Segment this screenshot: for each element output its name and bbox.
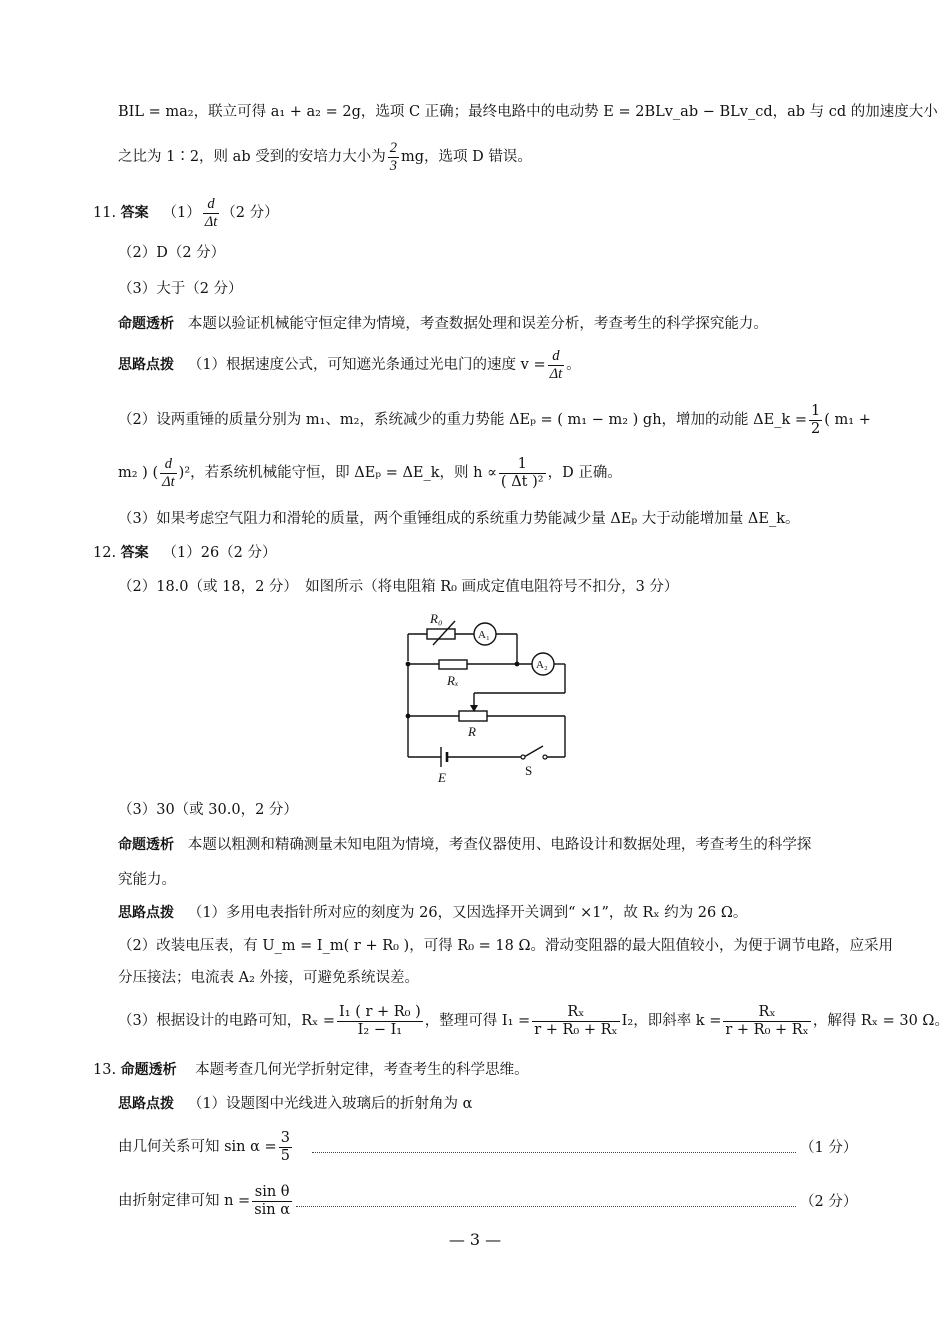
answer-label: 答案: [120, 545, 149, 561]
page-number: — 3 —: [448, 1230, 502, 1249]
text: （3）根据设计的电路可知，Rₓ =: [118, 1013, 336, 1030]
text: )²，若系统机械能守恒，即 ΔEₚ = ΔE_k，则 h ∝: [178, 465, 497, 482]
fraction: [337, 1004, 423, 1038]
q11-answer-3: （3）大于（2 分）: [118, 281, 243, 297]
fraction: [809, 403, 822, 437]
q13-equation-1: [118, 1130, 294, 1164]
hint-label: 思路点拨: [118, 905, 174, 921]
analysis-label: 命题透析: [118, 316, 174, 332]
fraction: [388, 140, 399, 174]
q12-analysis-2: 究能力。: [118, 872, 176, 888]
q12-hint-1: [118, 905, 747, 922]
denominator: Δt: [549, 365, 563, 382]
q12-answer-3: （3）30（或 30.0，2 分）: [118, 802, 298, 818]
text: （1）多用电表指针所对应的刻度为 26，又因选择开关调到“ ×1”，故 Rₓ 约为 26 Ω。: [187, 905, 748, 921]
text: 本题以粗测和精确测量未知电阻为情境，考查仪器使用、电路设计和数据处理，考查考生的科学探: [187, 837, 812, 853]
fraction: [160, 456, 177, 490]
numerator: 3: [280, 1130, 290, 1146]
q11-analysis: [118, 316, 768, 333]
fraction: [532, 1004, 619, 1038]
numerator: Rₓ: [532, 1004, 619, 1022]
label-r0: R₀: [430, 611, 443, 626]
q13-score-1: （1 分）: [800, 1140, 858, 1156]
denominator: sin α: [254, 1201, 291, 1218]
text: （1）根据速度公式，可知遮光条通过光电门的速度 v =: [187, 357, 546, 374]
label-a1: A₁: [478, 629, 490, 641]
denominator: 5: [280, 1147, 290, 1164]
question-13-header: [93, 1062, 529, 1079]
text: （1）26（2 分）: [162, 545, 277, 561]
numerator: 1: [499, 456, 546, 474]
q13-score-2: （2 分）: [800, 1194, 858, 1210]
text-line-1: BIL = ma₂，联立可得 a₁ + a₂ = 2g，选项 C 正确；最终电路中的电动势 E = 2BLv_ab − BLv_cd，ab 与 cd 的加速度大小: [118, 104, 938, 120]
junction-dot: [406, 662, 411, 667]
numerator: 1: [811, 403, 821, 419]
analysis-label: 命题透析: [118, 837, 174, 853]
leader-dots: [296, 1206, 796, 1207]
q13-hint: [118, 1096, 472, 1113]
label-e: E: [438, 770, 446, 785]
text: ，解得 Rₓ = 30 Ω。: [812, 1013, 949, 1030]
denominator: 2: [811, 420, 821, 437]
text: 由折射定律可知 n =: [118, 1193, 251, 1210]
label-s: S: [525, 763, 533, 778]
answer-label: 答案: [120, 205, 149, 222]
fraction: [203, 196, 220, 230]
text: 由几何关系可知 sin α =: [118, 1139, 277, 1156]
denominator: I₂ − I₁: [357, 1021, 403, 1038]
numerator: I₁ ( r + R₀ ): [339, 1004, 421, 1020]
text: （2 分）: [221, 205, 279, 222]
numerator: d: [160, 456, 177, 474]
q12-hint-2a: （2）改装电压表，有 U_m = I_m( r + R₀ )，可得 R₀ = 18 Ω。滑动变阻器的最大阻值较小，为便于调节电路，应采用: [118, 938, 893, 954]
text-line-2: [118, 140, 532, 174]
q11-hint: [118, 348, 581, 382]
circuit-diagram: [395, 605, 585, 785]
text: ( m₁ +: [824, 412, 871, 429]
question-number: 13.: [93, 1062, 117, 1078]
text: 本题以验证机械能守恒定律为情境，考查数据处理和误差分析，考查考生的科学探究能力。: [187, 316, 768, 332]
question-12-header: [93, 545, 277, 562]
q11-answer-2: （2）D（2 分）: [118, 245, 226, 261]
text: （2）设两重锤的质量分别为 m₁、m₂，系统减少的重力势能 ΔEₚ = ( m₁ − m₂ ) gh，增加的动能 ΔE_k =: [118, 412, 808, 429]
leader-dots: [312, 1152, 796, 1153]
numerator: d: [203, 196, 220, 214]
rheostat-r: [459, 711, 487, 721]
q13-equation-2: [118, 1184, 294, 1218]
question-number: 12.: [93, 545, 117, 561]
denominator: r + R₀ + Rₓ: [534, 1021, 618, 1038]
fraction: [723, 1004, 810, 1038]
question-number: 11.: [93, 205, 117, 222]
text: m₂ ) (: [118, 465, 159, 482]
numerator: Rₓ: [723, 1004, 810, 1022]
text: 。: [566, 357, 581, 374]
text: mg，选项 D 错误。: [400, 149, 532, 166]
switch-contact: [521, 755, 525, 759]
fraction: [499, 456, 546, 490]
label-a2: A₂: [536, 659, 548, 671]
numerator: 2: [389, 140, 397, 156]
text: I₂，即斜率 k =: [621, 1013, 722, 1030]
text: （1）设题图中光线进入玻璃后的折射角为 α: [187, 1096, 473, 1112]
label-r: R: [468, 724, 476, 739]
resistor-box-r0: [427, 629, 455, 639]
hint-label: 思路点拨: [118, 357, 174, 374]
fraction: [548, 348, 565, 382]
fraction: [279, 1130, 292, 1164]
fraction: [252, 1184, 292, 1218]
switch-blade: [524, 746, 543, 757]
text: ，D 正确。: [547, 465, 622, 482]
text: 之比为 1∶2，则 ab 受到的安培力大小为: [118, 149, 386, 166]
denominator: ( Δt )²: [500, 473, 544, 490]
q12-answer-2: （2）18.0（或 18，2 分） 如图所示（将电阻箱 R₀ 画成定值电阻符号不扣分，3 分）: [118, 579, 679, 595]
q12-hint-2b: 分压接法；电流表 A₂ 外接，可避免系统误差。: [118, 970, 420, 986]
label-rx: Rₓ: [447, 673, 459, 688]
denominator: Δt: [204, 213, 218, 230]
denominator: 3: [389, 157, 397, 174]
question-11-header: [93, 196, 279, 230]
hint-label: 思路点拨: [118, 1096, 174, 1112]
junction-dot: [515, 662, 520, 667]
analysis-label: 命题透析: [120, 1062, 177, 1078]
denominator: r + R₀ + Rₓ: [725, 1021, 809, 1038]
numerator: d: [548, 348, 565, 366]
text: ，整理可得 I₁ =: [424, 1013, 531, 1030]
q11-hint-2: [118, 403, 871, 437]
switch-contact: [543, 755, 547, 759]
q11-hint-4: （3）如果考虑空气阻力和滑轮的质量，两个重锤组成的系统重力势能减少量 ΔEₚ 大于动能增加量 ΔE_k。: [118, 511, 800, 527]
q11-hint-3: [118, 456, 622, 490]
resistor-rx: [439, 660, 467, 669]
text: 本题考查几何光学折射定律，考查考生的科学思维。: [195, 1062, 529, 1078]
text: （1）: [162, 205, 201, 222]
denominator: Δt: [162, 473, 175, 490]
q12-hint-3: [118, 1004, 949, 1038]
q12-analysis-1: [118, 837, 811, 854]
numerator: sin θ: [252, 1184, 292, 1202]
junction-dot: [406, 714, 411, 719]
